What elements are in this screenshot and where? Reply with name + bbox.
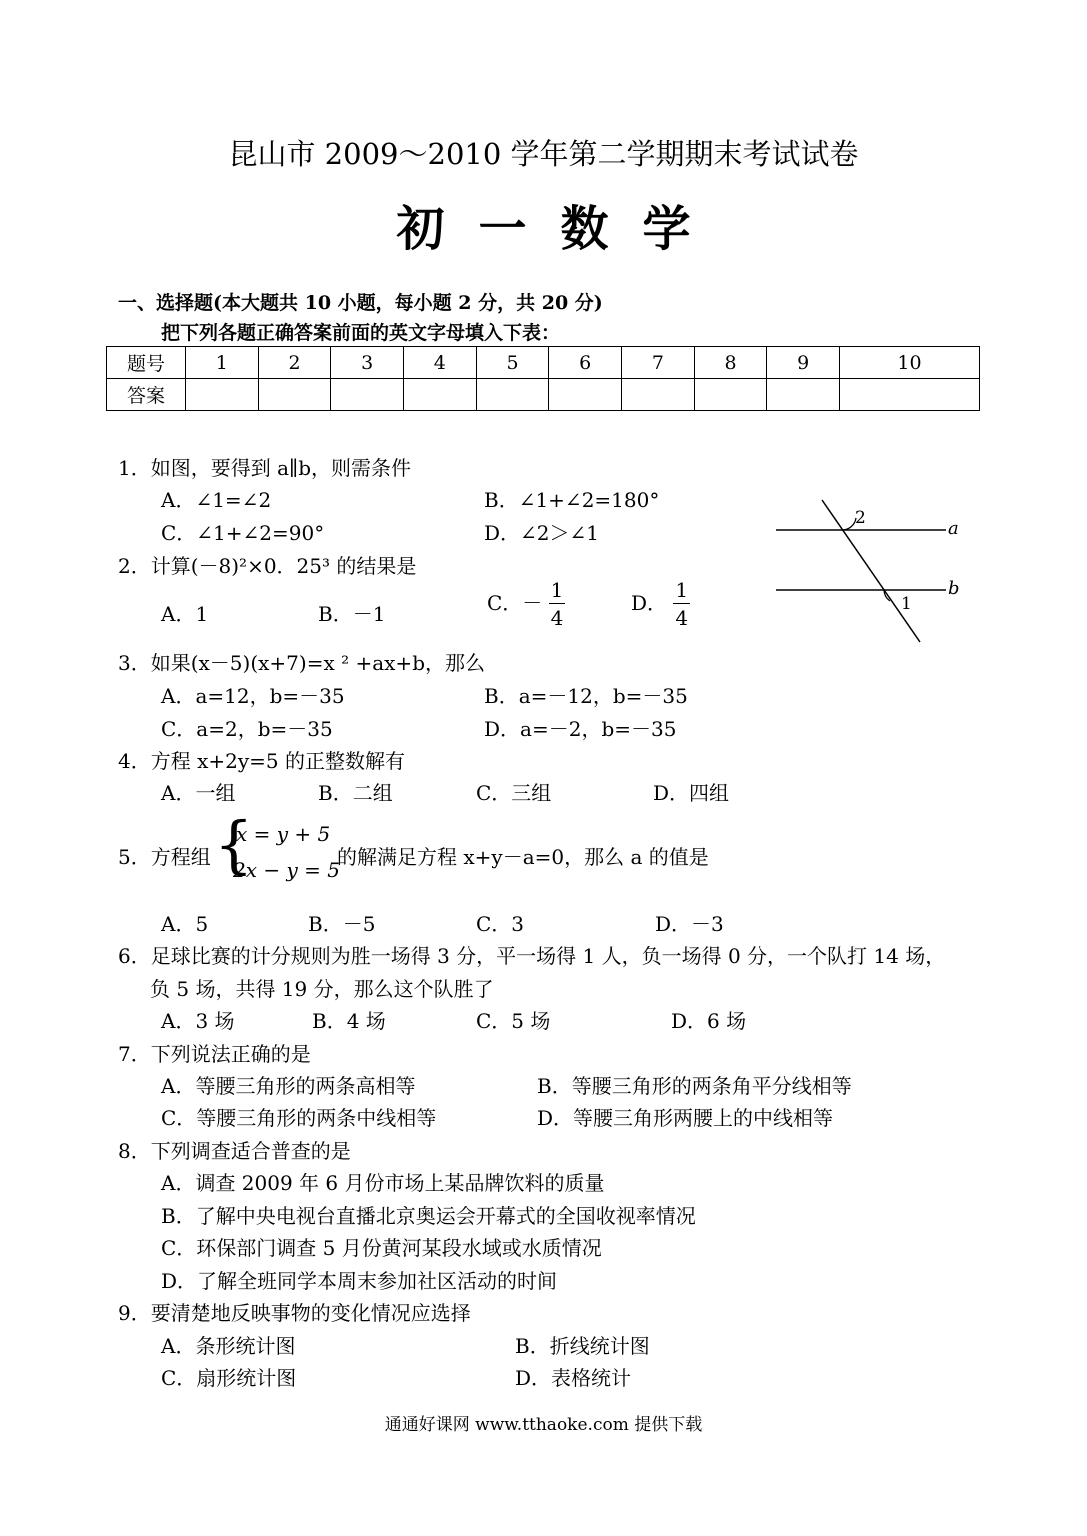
- q4-option-d: D．四组: [653, 781, 730, 805]
- q2-option-d-prefix: D．: [631, 591, 668, 615]
- fraction-denominator: 4: [550, 606, 564, 630]
- q4-option-a: A．一组: [161, 781, 236, 805]
- table-row-label: 答案: [107, 379, 186, 411]
- answer-cell[interactable]: [331, 379, 404, 411]
- table-row: [107, 379, 980, 411]
- fraction-denominator: 4: [675, 606, 689, 630]
- answer-cell[interactable]: [840, 379, 980, 411]
- q5-option-a: A．5: [161, 912, 209, 936]
- q1-option-d: D．∠2＞∠1: [484, 521, 599, 545]
- q5-option-b: B．－5: [308, 912, 376, 936]
- q7-option-b: B．等腰三角形的两条角平分线相等: [537, 1074, 852, 1098]
- q7-option-d: D．等腰三角形两腰上的中线相等: [537, 1106, 834, 1130]
- q7-option-a: A．等腰三角形的两条高相等: [161, 1074, 416, 1098]
- line-b-label: b: [948, 578, 960, 599]
- line-a-label: a: [948, 518, 959, 539]
- answer-cell[interactable]: [549, 379, 622, 411]
- q2-option-c-prefix: C．－: [487, 591, 543, 615]
- q5-equation-2: 2x − y = 5: [233, 858, 340, 882]
- parallel-lines-figure: [770, 492, 970, 652]
- q3-option-d: D．a=－2，b=－35: [484, 717, 677, 741]
- angle-1-label: 1: [901, 594, 912, 614]
- q9-stem: 9．要清楚地反映事物的变化情况应选择: [118, 1301, 471, 1325]
- q9-option-d: D．表格统计: [515, 1366, 632, 1390]
- table-row-label: 题号: [107, 347, 186, 379]
- q3-option-b: B．a=－12，b=－35: [484, 684, 688, 708]
- q1-option-b: B．∠1+∠2=180°: [484, 488, 660, 512]
- fraction: [673, 580, 690, 629]
- q5-option-d: D．－3: [655, 912, 724, 936]
- q5-option-c: C．3: [476, 912, 525, 936]
- q6-option-d: D．6 场: [671, 1009, 747, 1033]
- q7-option-c: C．等腰三角形的两条中线相等: [161, 1106, 437, 1130]
- q1-option-a: A．∠1=∠2: [161, 488, 272, 512]
- exam-title: 昆山市 2009～2010 学年第二学期期末考试试卷: [228, 137, 859, 171]
- question-number-cell: 5: [476, 347, 549, 379]
- q9-option-a: A．条形统计图: [161, 1334, 296, 1358]
- q6-option-c: C．5 场: [476, 1009, 551, 1033]
- fraction: [549, 580, 566, 629]
- q8-option-a: A．调查 2009 年 6 月份市场上某品牌饮料的质量: [161, 1171, 605, 1195]
- q9-option-c: C．扇形统计图: [161, 1366, 297, 1390]
- system-brace: {: [214, 808, 254, 881]
- section-instruction: 把下列各题正确答案前面的英文字母填入下表：: [161, 322, 561, 344]
- question-number-cell: 2: [258, 347, 331, 379]
- q2-option-d: [631, 580, 690, 629]
- question-number-cell: 4: [404, 347, 477, 379]
- table-row: [107, 347, 980, 379]
- subject-title: 初一数学: [396, 201, 725, 257]
- q4-option-c: C．三组: [476, 781, 552, 805]
- answer-cell[interactable]: [186, 379, 259, 411]
- q5-prefix: 5．方程组: [118, 845, 211, 869]
- question-number-cell: 8: [694, 347, 767, 379]
- question-number-cell: 9: [767, 347, 840, 379]
- question-number-cell: 6: [549, 347, 622, 379]
- q8-option-b: B．了解中央电视台直播北京奥运会开幕式的全国收视率情况: [161, 1204, 696, 1228]
- q4-stem: 4．方程 x+2y=5 的正整数解有: [118, 749, 405, 773]
- q5-equation-1: x = y + 5: [236, 822, 331, 846]
- answer-cell[interactable]: [622, 379, 695, 411]
- page-footer: 通通好课网 www.tthaoke.com 提供下载: [384, 1415, 703, 1435]
- q6-option-b: B．4 场: [312, 1009, 386, 1033]
- q8-option-c: C．环保部门调查 5 月份黄河某段水域或水质情况: [161, 1236, 602, 1260]
- q2-stem: 2．计算(－8)²×0．25³ 的结果是: [118, 554, 417, 578]
- question-number-cell: 3: [331, 347, 404, 379]
- q8-stem: 8．下列调查适合普查的是: [118, 1139, 351, 1163]
- q5-suffix: 的解满足方程 x+y－a=0，那么 a 的值是: [337, 845, 709, 869]
- angle-2-label: 2: [855, 508, 866, 528]
- q2-option-c: [487, 580, 565, 629]
- fraction-numerator: 1: [550, 578, 564, 602]
- answer-cell[interactable]: [767, 379, 840, 411]
- q3-option-a: A．a=12，b=－35: [161, 684, 345, 708]
- q6-stem-line2: 负 5 场，共得 19 分，那么这个队胜了: [150, 977, 494, 1001]
- question-number-cell: 7: [622, 347, 695, 379]
- q8-option-d: D．了解全班同学本周末参加社区活动的时间: [161, 1269, 558, 1293]
- q3-option-c: C．a=2，b=－35: [161, 717, 333, 741]
- fraction-numerator: 1: [675, 578, 689, 602]
- q6-option-a: A．3 场: [161, 1009, 235, 1033]
- q9-option-b: B．折线统计图: [515, 1334, 650, 1358]
- q6-stem-line1: 6．足球比赛的计分规则为胜一场得 3 分，平一场得 1 人，负一场得 0 分，一个队打 14 场，: [118, 944, 946, 968]
- answer-cell[interactable]: [258, 379, 331, 411]
- q3-stem: 3．如果(x－5)(x+7)=x ² +ax+b，那么: [118, 651, 485, 675]
- question-number-cell: 10: [840, 347, 980, 379]
- question-number-cell: 1: [186, 347, 259, 379]
- answer-cell[interactable]: [476, 379, 549, 411]
- answer-cell[interactable]: [404, 379, 477, 411]
- q4-option-b: B．二组: [318, 781, 393, 805]
- answer-table: [106, 346, 980, 411]
- section-heading: 一、选择题(本大题共 10 小题，每小题 2 分，共 20 分): [118, 292, 603, 314]
- answer-cell[interactable]: [694, 379, 767, 411]
- q2-option-b: B．－1: [318, 602, 386, 626]
- q1-stem: 1．如图，要得到 a∥b，则需条件: [118, 456, 412, 480]
- q7-stem: 7．下列说法正确的是: [118, 1042, 311, 1066]
- q2-option-a: A．1: [161, 602, 209, 626]
- q1-option-c: C．∠1+∠2=90°: [161, 521, 325, 545]
